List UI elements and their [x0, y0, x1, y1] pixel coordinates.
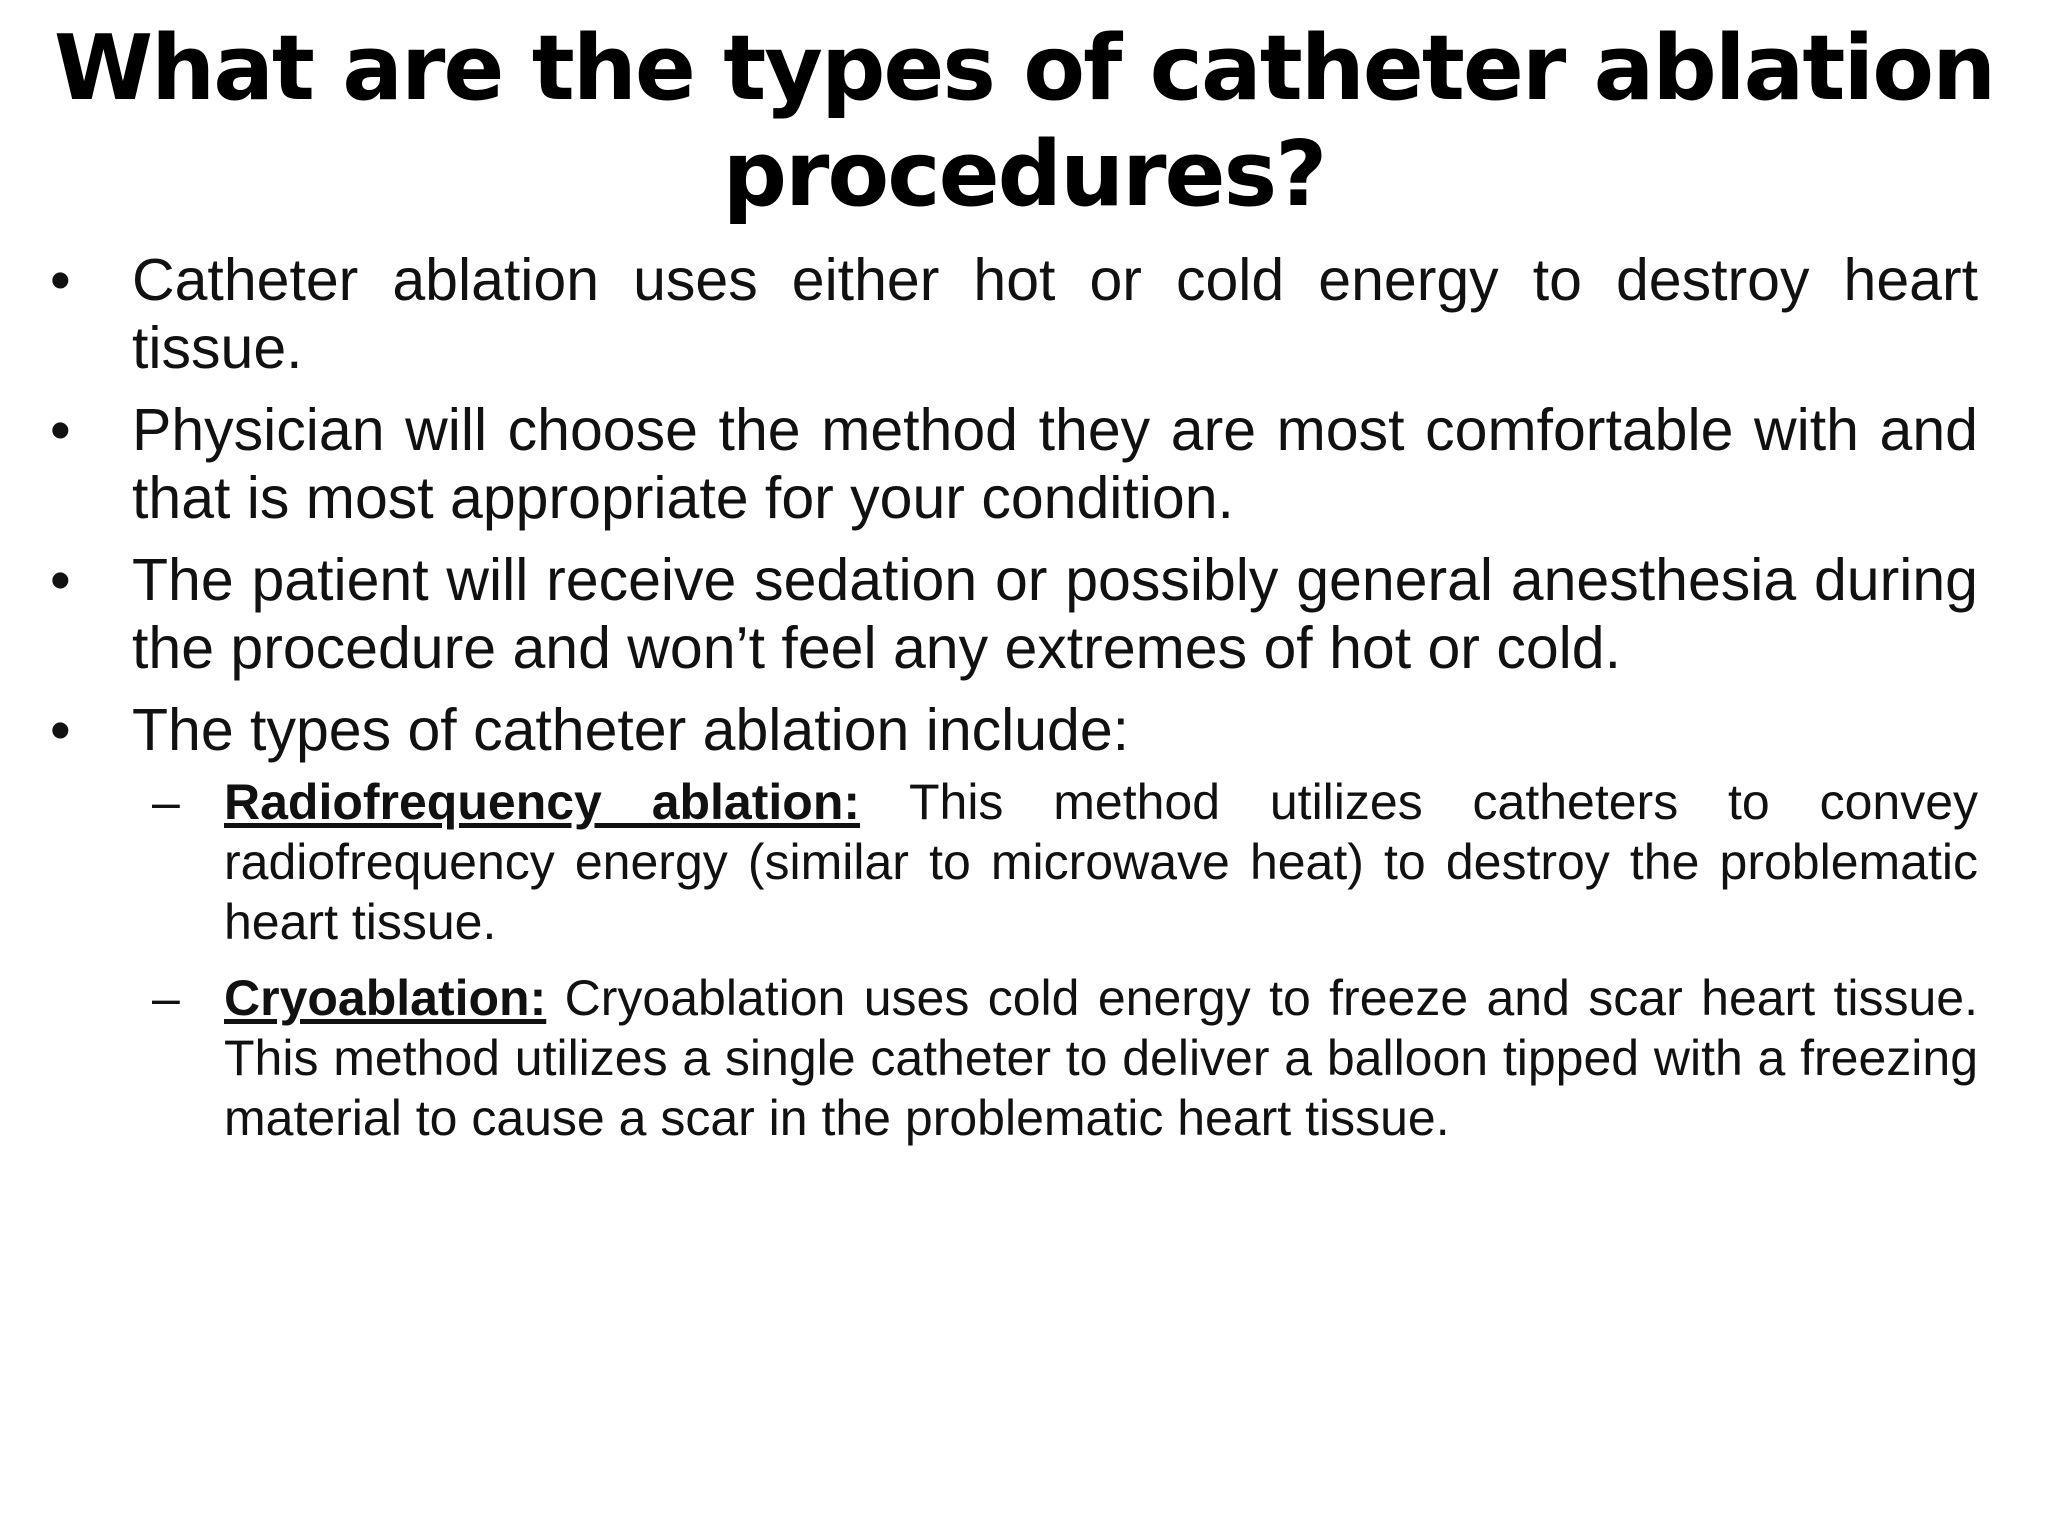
- dash-icon: –: [152, 774, 180, 830]
- bullet-item-4: [40, 696, 2008, 1148]
- sub-bullet-list: [132, 772, 1978, 1148]
- bullet-text: Catheter ablation uses either hot or cold energy to destroy heart tissue.: [132, 247, 1978, 381]
- bullet-item-2: [40, 396, 2008, 532]
- sub-bullet-term: Cryoablation:: [224, 970, 547, 1026]
- bullet-item-1: [40, 246, 2008, 382]
- sub-bullet-radiofrequency: [132, 772, 1978, 952]
- bullet-text: Physician will choose the method they are most comfortable with and that is most appropriate for your condition.: [132, 397, 1978, 531]
- sub-bullet-term: Radiofrequency ablation:: [224, 774, 861, 830]
- bullet-text: The patient will receive sedation or possibly general anesthesia during the procedure and won’t feel any extremes of hot or cold.: [132, 547, 1978, 681]
- slide-title-line-1: What are the types of catheter ablation: [53, 16, 1995, 121]
- slide-title-line-2: procedures?: [722, 122, 1326, 227]
- bullet-icon: •: [50, 547, 71, 613]
- sub-bullet-text: This method utilizes catheters to convey radiofrequency energy (similar to microwave heat) to destroy the problematic heart tissue.: [224, 774, 1978, 950]
- dash-icon: –: [152, 970, 180, 1026]
- sub-bullet-cryoablation: [132, 968, 1978, 1148]
- bullet-icon: •: [50, 247, 71, 313]
- bullet-list: [40, 246, 2008, 1148]
- slide-title: [40, 16, 2008, 228]
- bullet-icon: •: [50, 397, 71, 463]
- sub-bullet-text: Cryoablation uses cold energy to freeze and scar heart tissue. This method utilizes a single catheter to deliver a balloon tipped with a freezing material to cause a scar in the problematic heart tissue.: [224, 970, 1978, 1146]
- bullet-item-3: [40, 546, 2008, 682]
- bullet-text: The types of catheter ablation include:: [132, 697, 1130, 763]
- bullet-icon: •: [50, 697, 71, 763]
